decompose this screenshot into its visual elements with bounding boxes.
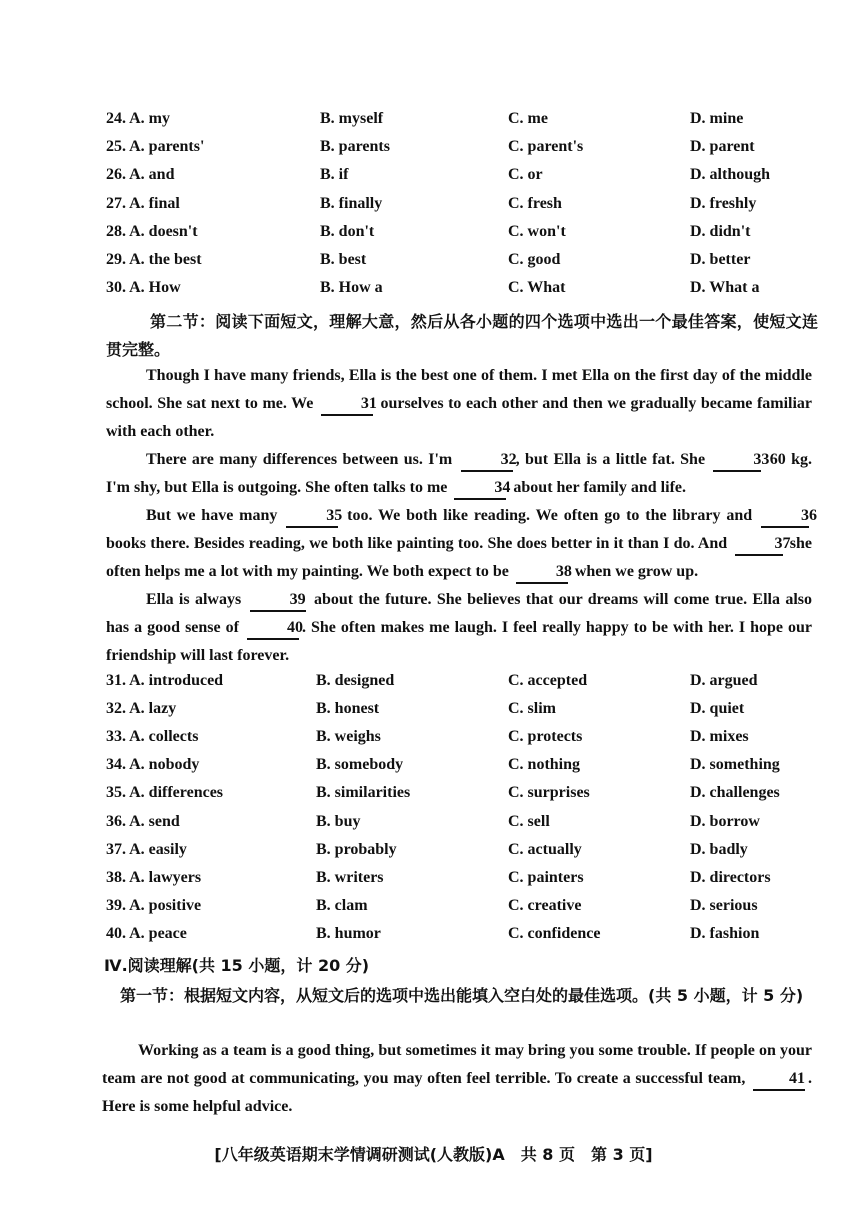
question-number: 38.: [106, 868, 126, 886]
option-a-cell: [106, 138, 204, 156]
option-d: D. directors: [690, 868, 771, 886]
option-d: D. serious: [690, 896, 758, 914]
passage-paragraph-4: Ella is always 39 about the future. She believes that our dreams will come true. Ella also has a good sense of 40. She often makes me laugh. I feel really happy to be with her. I hope our friendship will last forever.: [106, 591, 813, 664]
option-d: D. freshly: [690, 194, 757, 212]
option-a: A. introduced: [129, 672, 224, 689]
option-d: D. badly: [690, 840, 748, 858]
option-a: A. doesn't: [129, 222, 198, 240]
part4-passage: Working as a team is a good thing, but sometimes it may bring you some trouble. If people on your team are not good at communicating, you may often feel terrible. To create a successful team, 41 . Here is some helpful advice.: [102, 1042, 813, 1115]
option-d: D. borrow: [690, 812, 760, 830]
question-number: 35.: [106, 784, 126, 802]
passage-paragraph-3: But we have many 35 too. We both like reading. We often go to the library and 36 books there. Besides reading, we both like painting too. She does better in it than I do. And 37 she often helps me a lot with my painting. We both expect to be 38 when we grow up.: [106, 502, 812, 586]
option-row: [0, 925, 867, 953]
option-a-cell: [106, 672, 223, 690]
option-c: C. good: [508, 251, 561, 268]
part4-section1-instruction: 第一节：根据短文内容，从短文后的选项中选出能填入空白处的最佳选项。(共 5 小题，计 5 分): [120, 986, 804, 1005]
option-a-cell: [106, 784, 223, 802]
option-row: [0, 138, 867, 166]
blank-37: 37: [735, 534, 783, 556]
option-a-cell: [106, 728, 198, 746]
option-a-cell: [106, 756, 199, 774]
question-number: 25.: [106, 138, 126, 156]
blank-33: 33: [713, 450, 761, 472]
blank-31: 31: [321, 394, 373, 416]
option-a: A. final: [129, 194, 180, 212]
option-d: D. argued: [690, 672, 758, 689]
question-number: 24.: [106, 110, 126, 127]
option-c: C. fresh: [508, 194, 562, 212]
blank-34: 34: [454, 478, 506, 500]
blank-36: 36: [761, 506, 809, 528]
option-c: C. me: [508, 110, 548, 127]
option-b: B. if: [320, 166, 349, 184]
option-row: [0, 813, 867, 841]
option-d: D. fashion: [690, 924, 760, 942]
option-a: A. positive: [129, 896, 202, 914]
question-number: 33.: [106, 728, 126, 746]
option-row: [0, 251, 867, 279]
option-d: D. didn't: [690, 222, 751, 240]
option-a-cell: [106, 195, 180, 213]
option-c: C. nothing: [508, 756, 581, 774]
option-b: B. weighs: [316, 728, 381, 746]
option-row: [0, 223, 867, 251]
option-c: C. painters: [508, 868, 584, 886]
option-d: D. challenges: [690, 784, 780, 802]
option-b: B. best: [320, 251, 367, 268]
option-b: B. writers: [316, 868, 384, 886]
passage-paragraph-1: Though I have many friends, Ella is the best one of them. I met Ella on the first day of the middle school. She sat next to me. We 31 ourselves to each other and then we gradually became familiar with each other.: [106, 367, 813, 440]
option-row: [0, 756, 867, 784]
blank-38: 38: [516, 562, 568, 584]
option-row: [0, 166, 867, 194]
blank-39: 39: [250, 590, 306, 612]
option-d: D. better: [690, 251, 751, 268]
option-b: B. don't: [320, 222, 375, 240]
blank-41: 41: [753, 1069, 805, 1091]
option-c: C. confidence: [508, 924, 601, 942]
part4-heading: Ⅳ.阅读理解(共 15 小题，计 20 分): [104, 956, 370, 975]
option-b: B. buy: [316, 812, 361, 830]
option-b: B. clam: [316, 896, 368, 914]
passage-paragraph-2: There are many differences between us. I'm 32, but Ella is a little fat. She 33 60 kg. I'm shy, but Ella is outgoing. She often talks to me 34 about her family and life.: [106, 446, 812, 502]
option-row: [0, 110, 867, 138]
option-d: D. What a: [690, 279, 760, 297]
option-a: A. How: [129, 279, 181, 297]
option-c: C. surprises: [508, 784, 590, 802]
question-number: 39.: [106, 896, 126, 914]
option-a-cell: [106, 251, 202, 269]
question-number: 34.: [106, 756, 126, 774]
option-b: B. probably: [316, 840, 397, 858]
option-row: [0, 700, 867, 728]
blank-40: 40: [247, 618, 299, 640]
page-footer: [八年级英语期末学情调研测试(人教版)A 共 8 页 第 3 页]: [214, 1145, 653, 1164]
option-a-cell: [106, 110, 170, 128]
option-a-cell: [106, 869, 201, 887]
question-number: 40.: [106, 924, 126, 942]
option-b: B. similarities: [316, 784, 411, 802]
option-a: A. easily: [129, 840, 187, 858]
option-b: B. parents: [320, 138, 390, 156]
option-b: B. humor: [316, 924, 381, 942]
option-b: B. somebody: [316, 756, 404, 774]
option-row: [0, 784, 867, 812]
question-number: 36.: [106, 812, 126, 830]
question-number: 31.: [106, 672, 126, 689]
option-c: C. slim: [508, 700, 556, 718]
option-a: A. differences: [129, 784, 224, 802]
question-number: 32.: [106, 700, 126, 718]
option-a: A. lawyers: [129, 868, 202, 886]
question-number: 27.: [106, 194, 126, 212]
option-a: A. lazy: [129, 700, 177, 718]
option-c: C. parent's: [508, 138, 584, 156]
option-c: C. won't: [508, 222, 566, 240]
blank-32: 32: [461, 450, 513, 472]
option-c: C. or: [508, 166, 543, 184]
option-a-cell: [106, 279, 181, 297]
option-c: C. actually: [508, 840, 582, 858]
question-number: 37.: [106, 840, 126, 858]
option-a-cell: [106, 897, 201, 915]
option-row: [0, 897, 867, 925]
option-d: D. quiet: [690, 700, 745, 718]
blank-35: 35: [286, 506, 338, 528]
section2-instruction: 第二节：阅读下面短文，理解大意，然后从各小题的四个选项中选出一个最佳答案，使短文连贯完整。: [106, 312, 818, 359]
option-a: A. parents': [129, 138, 205, 156]
option-d: D. something: [690, 756, 780, 774]
option-a-cell: [106, 813, 180, 831]
option-row: [0, 841, 867, 869]
option-row: [0, 728, 867, 756]
option-a-cell: [106, 925, 187, 943]
option-a: A. peace: [129, 924, 187, 942]
option-a-cell: [106, 841, 187, 859]
option-a: A. the best: [129, 251, 202, 268]
option-a: A. and: [129, 166, 175, 184]
option-b: B. designed: [316, 672, 395, 689]
option-d: D. mine: [690, 110, 744, 127]
option-c: C. protects: [508, 728, 583, 746]
option-d: D. parent: [690, 138, 755, 156]
option-c: C. accepted: [508, 672, 588, 689]
option-row: [0, 279, 867, 307]
option-a-cell: [106, 166, 174, 184]
option-a: A. my: [129, 110, 171, 127]
option-a: A. collects: [129, 728, 199, 746]
option-a: A. send: [129, 812, 180, 830]
question-number: 30.: [106, 279, 126, 297]
option-a-cell: [106, 223, 198, 241]
option-b: B. honest: [316, 700, 380, 718]
option-b: B. myself: [320, 110, 384, 127]
option-c: C. sell: [508, 812, 550, 830]
question-number: 28.: [106, 222, 126, 240]
option-c: C. What: [508, 279, 566, 297]
option-row: [0, 195, 867, 223]
option-d: D. mixes: [690, 728, 749, 746]
option-b: B. How a: [320, 279, 383, 297]
option-b: B. finally: [320, 194, 383, 212]
option-row: [0, 869, 867, 897]
option-a: A. nobody: [129, 756, 200, 774]
option-c: C. creative: [508, 896, 582, 914]
option-d: D. although: [690, 166, 771, 184]
question-number: 29.: [106, 251, 126, 268]
option-row: [0, 672, 867, 700]
option-a-cell: [106, 700, 176, 718]
question-number: 26.: [106, 166, 126, 184]
